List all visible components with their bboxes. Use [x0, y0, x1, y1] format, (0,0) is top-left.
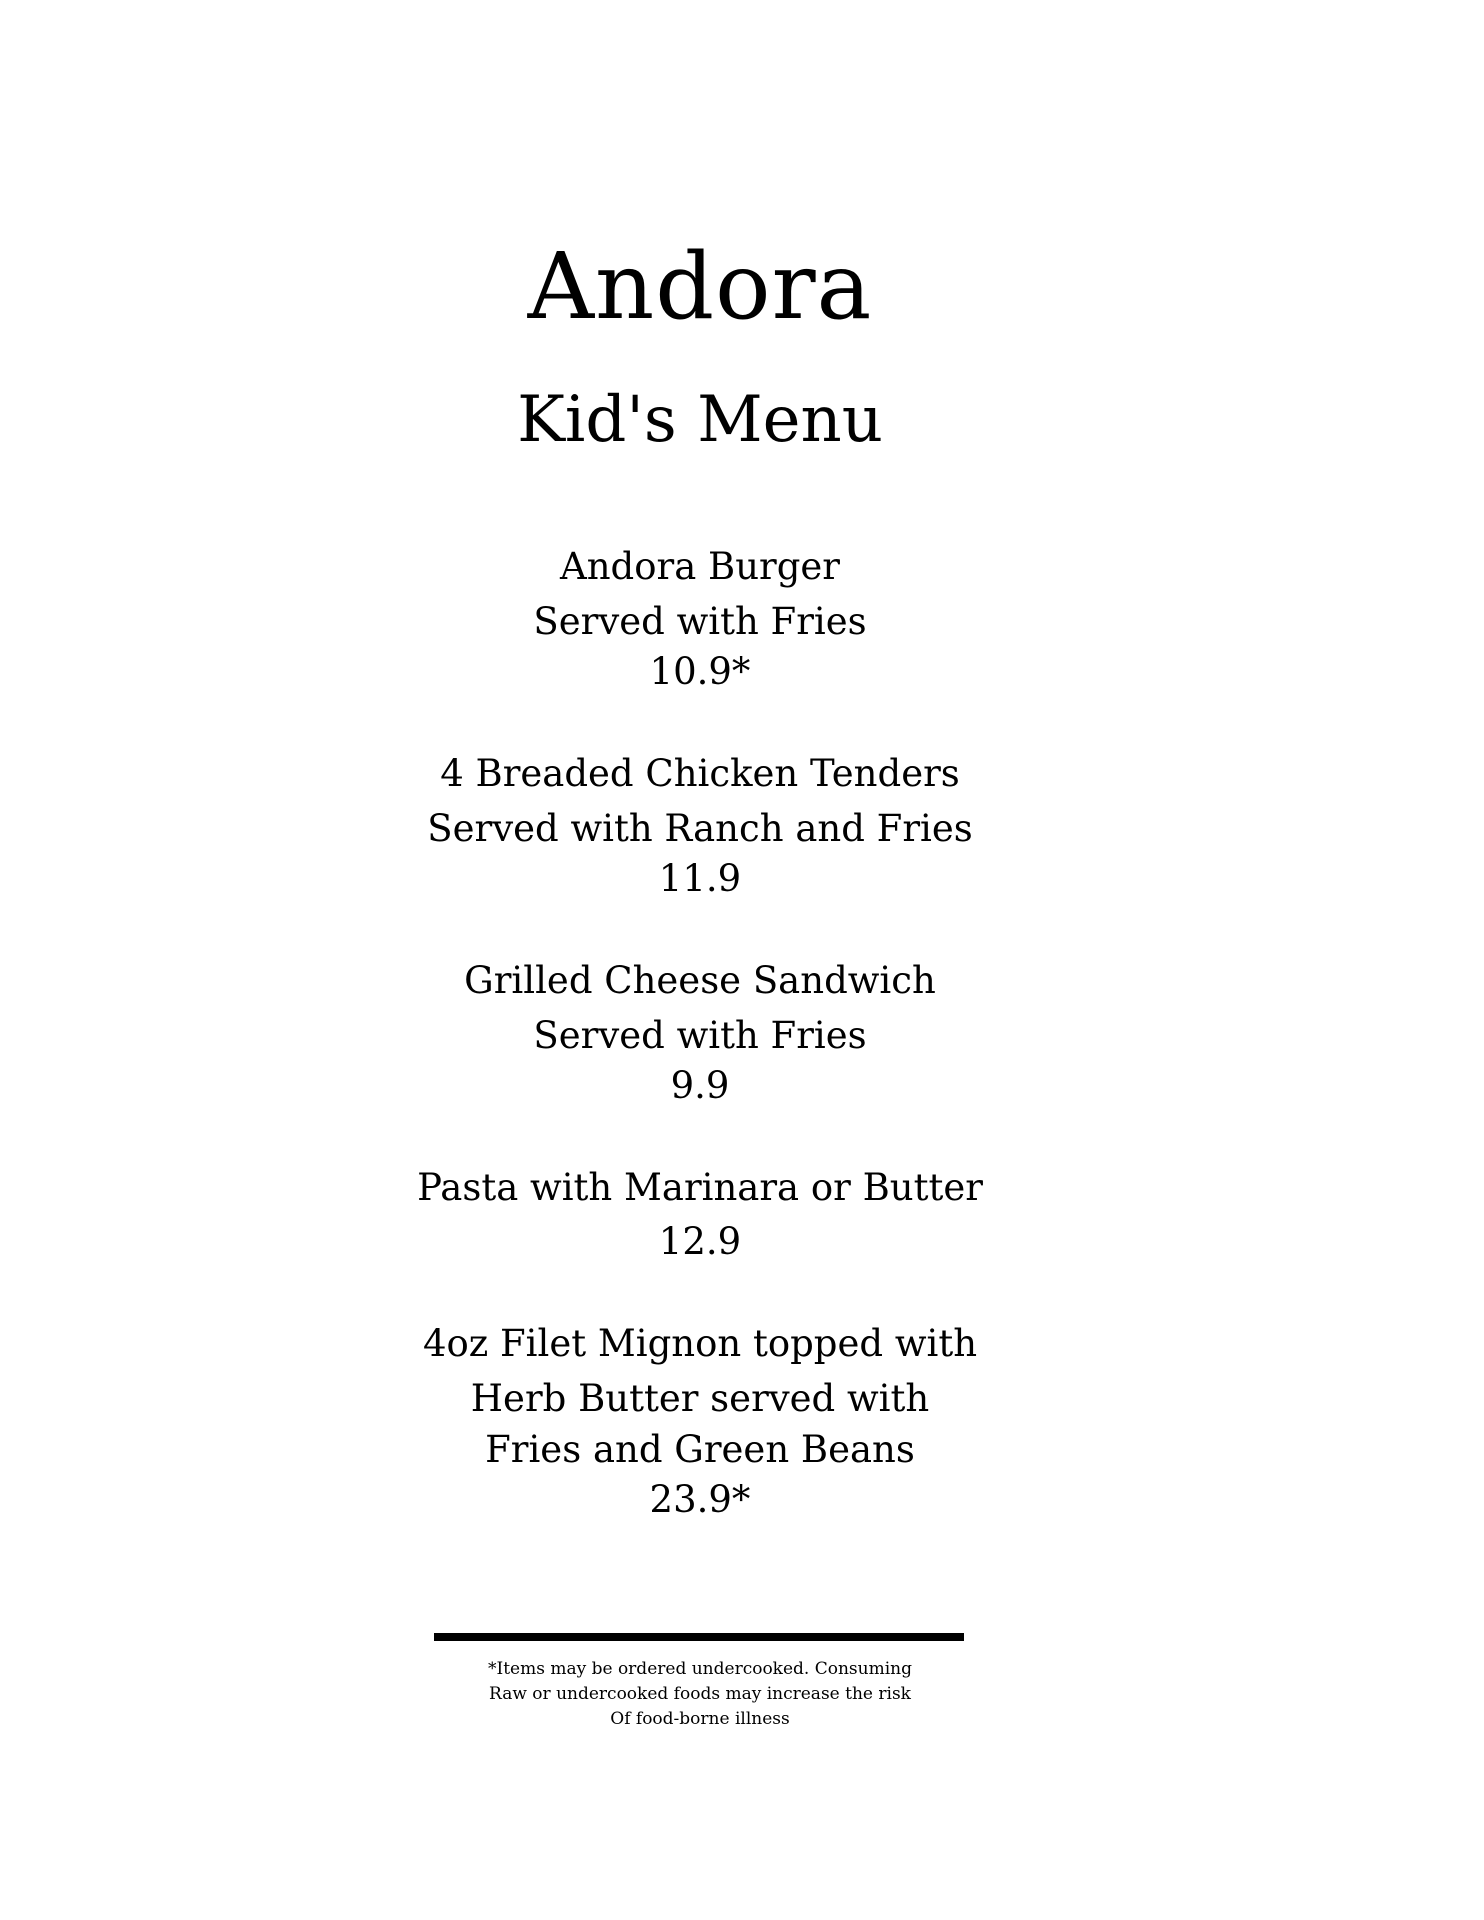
menu-item-description: Herb Butter served with: [470, 1377, 930, 1420]
disclaimer-line: Raw or undercooked foods may increase the risk: [489, 1684, 911, 1704]
divider-rule: [434, 1633, 964, 1641]
menu-item-filet-mignon: [0, 1315, 1400, 1525]
menu-subtitle: Kid's Menu: [517, 383, 883, 457]
menu-item-description: Served with Fries: [533, 600, 867, 643]
menu-item-price: 23.9*: [649, 1478, 751, 1521]
menu-item-name: Pasta with Marinara or Butter: [417, 1166, 983, 1209]
menu-list: [0, 538, 1400, 1573]
menu-item-name: Grilled Cheese Sandwich: [464, 959, 936, 1002]
menu-item-description: Fries and Green Beans: [485, 1428, 915, 1471]
menu-item-name: 4 Breaded Chicken Tenders: [440, 752, 960, 795]
disclaimer-line: Of food-borne illness: [610, 1709, 790, 1729]
restaurant-title: Andora: [527, 233, 873, 340]
menu-item-chicken-tenders: [0, 745, 1400, 904]
menu-item-price: 11.9: [658, 857, 742, 900]
menu-item-price: 12.9: [658, 1220, 742, 1263]
menu-item-name: Andora Burger: [560, 545, 840, 588]
menu-item-description: Served with Fries: [533, 1014, 867, 1057]
menu-item-pasta: [0, 1159, 1400, 1267]
menu-item-price: 10.9*: [649, 650, 751, 693]
menu-item-description: Served with Ranch and Fries: [427, 807, 973, 850]
menu-item-grilled-cheese: [0, 952, 1400, 1111]
menu-item-name: 4oz Filet Mignon topped with: [422, 1322, 978, 1365]
menu-item-burger: [0, 538, 1400, 697]
menu-item-price: 9.9: [670, 1064, 730, 1107]
disclaimer-line: *Items may be ordered undercooked. Consuming: [487, 1659, 912, 1679]
undercooked-disclaimer: [0, 1657, 1400, 1732]
